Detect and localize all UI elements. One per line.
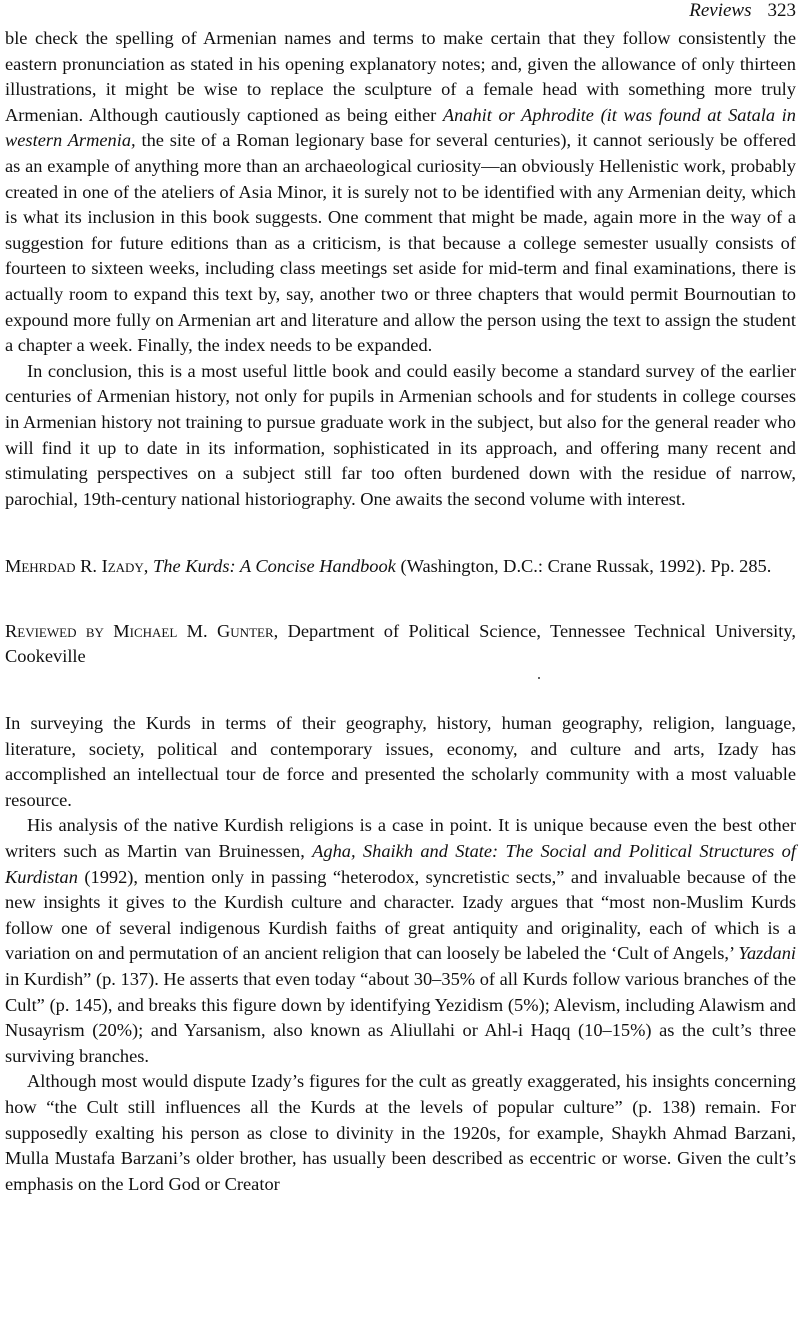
paragraph [5, 26, 796, 359]
paragraph [5, 813, 796, 1069]
italic-term: Yazdani [738, 943, 796, 964]
page-number: 323 [767, 0, 796, 21]
reviewer-name: Reviewed by Michael M. Gunter, [5, 620, 279, 641]
book-citation [5, 554, 796, 580]
book-title: The Kurds: A Concise Handbook [153, 556, 396, 577]
print-speck [538, 677, 540, 679]
running-head-section: Reviews [689, 0, 752, 21]
paragraph: In surveying the Kurds in terms of their geography, history, human geography, religion, language, literature, society, political and contemporary issues, economy, and culture and arts, Izady has accomplished an intellectual tour de force and presented the scholarly community with a most valuable resource. [5, 713, 796, 810]
book-publication: (Washington, D.C.: Crane Russak, 1992). Pp. 285. [395, 556, 772, 577]
paragraph: Although most would dispute Izady’s figures for the cult as greatly exaggerated, his insights concerning how “the Cult still influences all the Kurds at the levels of popular culture” (p. 138) remain. For supposedly exalting his person as close to divinity in the 1920s, for example, Shaykh Ahmad Barzani, Mulla Mustafa Barzani’s older brother, has usually been described as eccentric or worse. Given the cult’s emphasis on the Lord God or Creator [5, 1071, 796, 1194]
italic-title: Agha, Shaikh and State: The Social and Political Structures of Kurdistan [5, 841, 796, 887]
reviewer-affiliation: Department of Political Science, Tennessee Technical University, Cookeville [5, 620, 797, 667]
paragraph-text: the site of a Roman legionary base for several centuries), it cannot seriously be offered as an example of anything more than an archaeological curiosity—an obviously Hellenistic work, probably created in one of the ateliers of Asia Minor, it is surely not to be identified with any Armenian deity, which is what its inclusion in this book suggests. One comment that might be made, again more in the way of a suggestion for future editions than as a criticism, is that because a college semester usually consists of fourteen to sixteen weeks, including class meetings set aside for mid-term and final examinations, there is actually room to expand this text by, say, another two or three chapters that would permit Bournoutian to expound more fully on Armenian art and literature and allow the person using the text to assign the student a chapter a week. Finally, the index needs to be expanded. [5, 130, 796, 356]
review-body [5, 711, 796, 1197]
paragraph-text: in Kurdish” (p. 137). He asserts that even today “about 30–35% of all Kurds follow various branches of the Cult” (p. 145), and breaks this figure down by identifying Yezidism (5%); Alevism, including Alawism and Nusayrism (20%); and Yarsanism, also known as Aliullahi or Ahl-i Haqq (10–15%) as the cult’s three surviving branches. [5, 969, 796, 1066]
previous-review-continuation [5, 26, 796, 512]
paragraph: In conclusion, this is a most useful little book and could easily become a standard survey of the earlier centuries of Armenian history, not only for pupils in Armenian schools and for students in college courses in Armenian history not training to pursue graduate work in the subject, but also for the general reader who will find it up to date in its information, sophisticated in its approach, and offering many recent and stimulating perspectives on a subject still far too often burdened down with the residue of narrow, parochial, 19th-century national historiography. One awaits the second volume with interest. [5, 360, 796, 509]
reviewer-line [5, 619, 796, 670]
running-head [5, 0, 796, 26]
paragraph-text: His analysis of the native Kurdish religions is a case in point. It is unique because even the best other writers such as Martin van Bruinessen, [5, 815, 796, 862]
italic-phrase: Anahit or Aphrodite (it was found at Satala in western Armenia, [5, 104, 796, 151]
book-author: Mehrdad R. Izady, [5, 556, 149, 577]
paragraph-text: ble check the spelling of Armenian names and terms to make certain that they follow consistently the eastern pronunciation as stated in his opening explanatory notes; and, given the allowance of only thirteen illustrations, it might be wise to replace the sculpture of a female head with something more truly Armenian. Although cautiously captioned as being either [5, 28, 796, 125]
paragraph-text: (1992), mention only in passing “heterodox, syncretistic sects,” and invaluable because of the new insights it gives to the Kurdish culture and character. Izady argues that “most non-Muslim Kurds follow one of several indigenous Kurdish faiths of great antiquity and originality, each of which is a variation on and permutation of an ancient religion that can loosely be labeled the ‘Cult of Angels,’ [5, 866, 796, 964]
